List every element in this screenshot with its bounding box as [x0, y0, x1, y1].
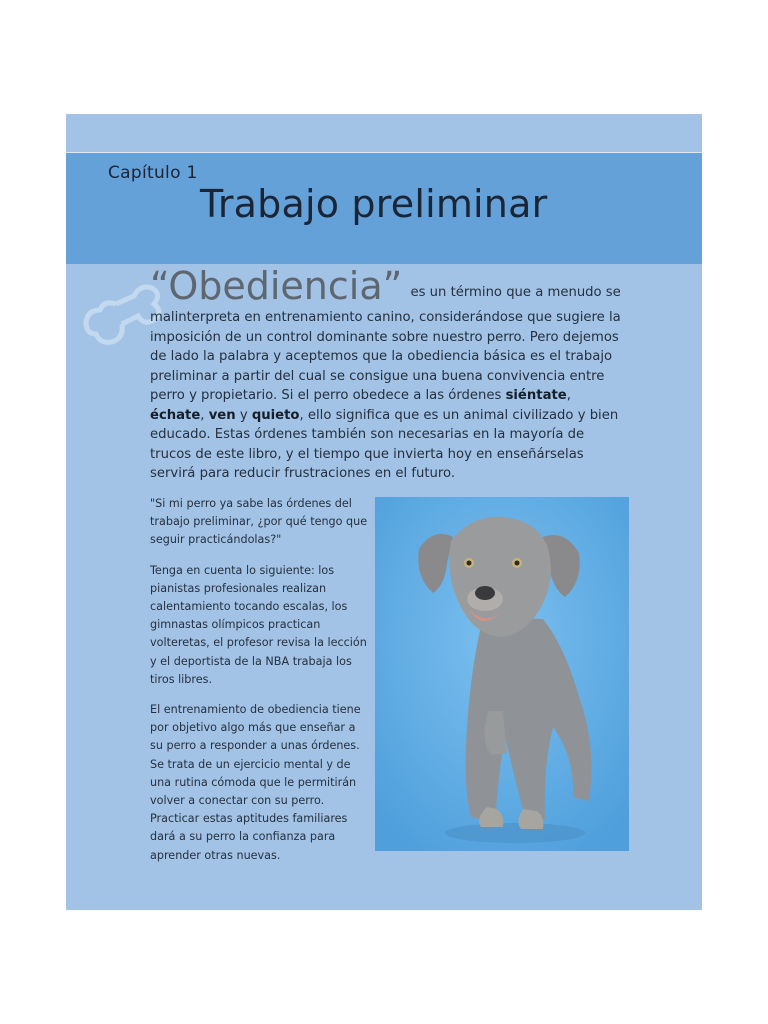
- book-page: [66, 114, 702, 910]
- command-quieto: quieto: [251, 407, 300, 423]
- side-quote: "Si mi perro ya sabe las órdenes del trabajo preliminar, ¿por qué tengo que seguir practicándolas?": [150, 497, 368, 547]
- chapter-label: Capítulo 1: [108, 163, 198, 183]
- dog-illustration: [375, 497, 629, 851]
- command-echate: échate: [150, 407, 201, 423]
- separator: ,: [566, 388, 571, 403]
- side-column: [150, 495, 368, 877]
- intro-text-1: es un término que a menudo se malinterpreta en entrenamiento canino, considerándose que sugiere la imposición de un control dominante sobre nuestro perro. Pero dejemos de lado la palabra y aceptemos que la obediencia básica es el trabajo preliminar a partir del cual se consigue una buena convivencia entre perro y propietario. Si el perro obedece a las órdenes: [150, 285, 621, 403]
- command-ven: ven: [208, 407, 236, 423]
- separator: ,: [200, 407, 209, 423]
- intro-paragraph: [150, 264, 622, 484]
- side-paragraph-1: Tenga en cuenta lo siguiente: los pianistas profesionales realizan calentamiento tocando escalas, los gimnastas olímpicos practican volteretas, el profesor revisa la lección y el deportista de la NBA trabaja los tiros libres.: [150, 563, 367, 686]
- top-strip: [66, 114, 702, 153]
- lead-word: “Obediencia”: [150, 264, 403, 308]
- dog-photo: [375, 497, 629, 851]
- chapter-title: Trabajo preliminar: [200, 182, 548, 226]
- intro-text-2: , ello significa que es un animal civilizado y bien educado. Estas órdenes también son necesarias en la mayoría de trucos de este libro, y el tiempo que invierta hoy en enseñárselas servirá para reducir frustraciones en el futuro.: [150, 407, 619, 481]
- command-sientate: siéntate: [505, 388, 567, 403]
- side-paragraph-2: El entrenamiento de obediencia tiene por objetivo algo más que enseñar a su perro a responder a unas órdenes. Se trata de un ejercicio mental y de una rutina cómoda que le permitirán volver a conectar con su perro. Practicar estas aptitudes familiares dará a su perro la confianza para aprender otras nuevas.: [150, 703, 361, 862]
- separator: y: [235, 407, 252, 423]
